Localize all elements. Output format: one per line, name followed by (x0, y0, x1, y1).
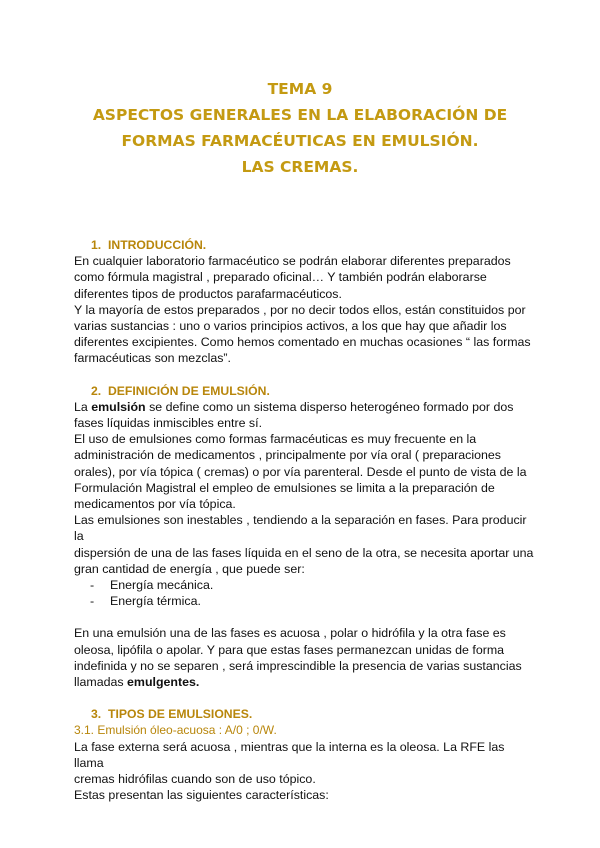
bold-term-emulsion: emulsión (91, 399, 146, 414)
list-item (74, 577, 534, 593)
text-fragment: La (74, 399, 92, 414)
definicion-paragraph (74, 399, 534, 690)
intro-paragraph (74, 253, 534, 366)
text-line: medicamentos por vía tópica. (74, 497, 236, 512)
text-line: dispersión de una de las fases líquida en el seno de la otra, se necesita aportar una (74, 545, 534, 560)
text-fragment: se define como un sistema disperso heterogéneo formado por dos (145, 399, 514, 414)
section-number: 2. (91, 383, 102, 398)
text-line: farmacéuticas son mezclas”. (74, 351, 232, 366)
text-line: Formulación Magistral el empleo de emulsiones se limita a la preparación de (74, 480, 495, 495)
title-line-1: TEMA 9 (267, 80, 333, 98)
text-line: Estas presentan las siguientes características: (74, 788, 329, 803)
section-heading-text: DEFINICIÓN DE EMULSIÓN. (108, 383, 270, 398)
text-line: diferentes excipientes. Como hemos comentado en muchas ocasiones “ las formas (74, 335, 531, 350)
list-item-text: Energía térmica. (110, 594, 201, 609)
spacer (74, 367, 534, 383)
bold-term-emulgentes: emulgentes. (127, 675, 200, 690)
text-line (74, 674, 534, 690)
text-line: Y la mayoría de estos preparados , por no decir todos ellos, están constituidos por (74, 302, 526, 317)
text-line: administración de medicamentos , principalmente por vía oral ( preparaciones (74, 448, 501, 463)
document-title (0, 76, 600, 180)
text-line: diferentes tipos de productos parafarmacéuticos. (74, 286, 342, 301)
text-line: orales), por vía tópica ( cremas) o por vía parenteral. Desde el punto de vista de la (74, 464, 527, 479)
text-line: La fase externa será acuosa , mientras que la interna es la oleosa. La RFE las llama (74, 739, 505, 770)
list-item-text: Energía mecánica. (110, 578, 214, 593)
text-line: varias sustancias : uno o varios principios activos, a los que hay que añadir los (74, 319, 507, 334)
list-item (74, 593, 534, 609)
title-line-4: LAS CREMAS. (241, 158, 359, 176)
energy-list (74, 577, 534, 609)
text-line: En cualquier laboratorio farmacéutico se podrán elaborar diferentes preparados (74, 254, 511, 269)
section-heading-tipos (91, 706, 534, 722)
spacer (74, 609, 534, 625)
text-line: gran cantidad de energía , que puede ser: (74, 561, 305, 576)
title-line-3: FORMAS FARMACÉUTICAS EN EMULSIÓN. (121, 132, 479, 150)
dash-bullet: - (90, 578, 95, 593)
document-body (74, 237, 534, 804)
text-line: cremas hidrófilas cuando son de uso tópico. (74, 772, 316, 787)
tipos-paragraph (74, 739, 534, 804)
title-line-2: ASPECTOS GENERALES EN LA ELABORACIÓN DE (92, 106, 508, 124)
section-heading-text: INTRODUCCIÓN. (108, 238, 207, 252)
section-number: 3. (91, 707, 102, 722)
text-line: oleosa, lipófila o apolar. Y para que estas fases permanezcan unidas de forma (74, 642, 505, 657)
subsection-heading: 3.1. Emulsión óleo-acuosa : A/0 ; 0/W. (74, 723, 277, 738)
text-line (74, 399, 534, 415)
text-line: En una emulsión una de las fases es acuosa , polar o hidrófila y la otra fase es (74, 626, 506, 641)
text-line: El uso de emulsiones como formas farmacéuticas es muy frecuente en la (74, 432, 477, 447)
dash-bullet: - (90, 594, 95, 609)
text-line: indefinida y no se separen , será imprescindible la presencia de varias sustancias (74, 658, 522, 673)
spacer (74, 690, 534, 706)
section-heading-text: TIPOS DE EMULSIONES. (108, 707, 253, 722)
section-number: 1. (91, 238, 102, 252)
section-heading-introduccion (91, 237, 534, 253)
section-heading-definicion (91, 383, 534, 399)
text-line: como fórmula magistral , preparado oficinal… Y también podrán elaborarse (74, 270, 487, 285)
text-line: Las emulsiones son inestables , tendiendo a la separación en fases. Para producir la (74, 513, 527, 544)
text-fragment: llamadas (74, 675, 128, 690)
text-line: fases líquidas inmiscibles entre sí. (74, 416, 263, 431)
